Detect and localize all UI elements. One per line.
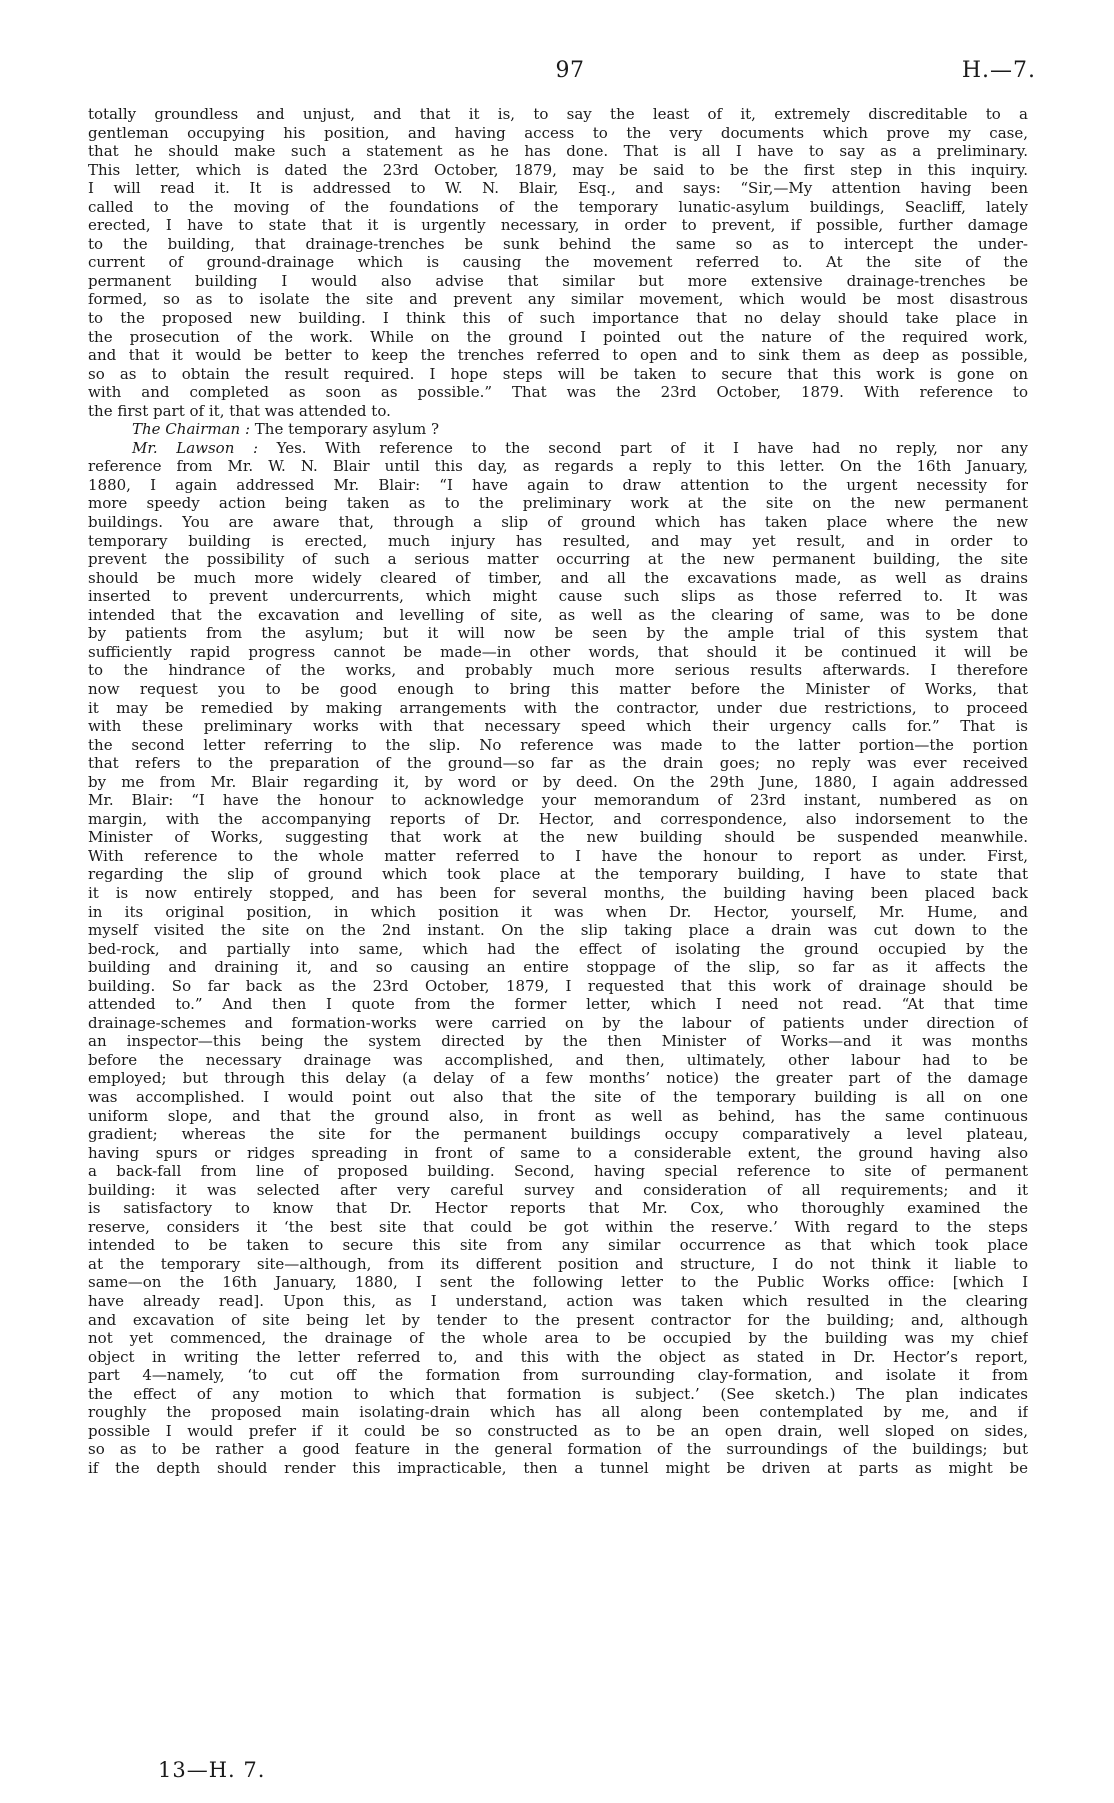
text-line: reference from Mr. W. N. Blair until this day, as regards a reply to this letter. On the 16th January, bbox=[88, 457, 1028, 476]
text-line bbox=[88, 1552, 1028, 1571]
text-line: gradient; whereas the site for the permanent buildings occupy comparatively a level plateau, bbox=[88, 1125, 1028, 1144]
text-line bbox=[88, 1700, 1028, 1719]
speech-text: The temporary asylum ? bbox=[250, 420, 439, 439]
text-line: permanent building I would also advise that similar but more extensive drainage-trenches be bbox=[88, 271, 1028, 290]
text-line: and that it would be better to keep the trenches referred to open and to sink them as deep as possible, bbox=[88, 346, 1028, 365]
text-line: it may be remedied by making arrangements with the contractor, under due restrictions, to proceed bbox=[88, 698, 1028, 717]
text-line: if the depth should render this impracticable, then a tunnel might be driven at parts as might be bbox=[88, 1458, 1028, 1477]
text-line: is satisfactory to know that Dr. Hector reports that Mr. Cox, who thoroughly examined the bbox=[88, 1199, 1028, 1218]
text-line: temporary building is erected, much injury has resulted, and may yet result, and in order to bbox=[88, 531, 1028, 550]
text-line: to the proposed new building. I think this of such importance that no delay should take place in bbox=[88, 309, 1028, 328]
text-line: object in writing the letter referred to, and this with the object as stated in Dr. Hector’s report, bbox=[88, 1347, 1028, 1366]
text-line: by me from Mr. Blair regarding it, by word or by deed. On the 29th June, 1880, I again addressed bbox=[88, 772, 1028, 791]
text-line: intended that the excavation and levelling of site, as well as the clearing of same, was to be done bbox=[88, 605, 1028, 624]
speaker-name: The Chairman : bbox=[132, 420, 251, 439]
text-line: to the hindrance of the works, and probably much more serious results afterwards. I therefore bbox=[88, 661, 1028, 680]
text-line: to the building, that drainage-trenches be sunk behind the same so as to intercept the under- bbox=[88, 234, 1028, 253]
text-line: at the temporary site—although, from its different position and structure, I do not think it liable to bbox=[88, 1254, 1028, 1273]
text-line: bed-rock, and partially into same, which had the effect of isolating the ground occupied by the bbox=[88, 939, 1028, 958]
text-line: uniform slope, and that the ground also, in front as well as behind, has the same continuous bbox=[88, 1106, 1028, 1125]
text-line: so as to be rather a good feature in the general formation of the surroundings of the buildings; but bbox=[88, 1440, 1028, 1459]
chairman-line bbox=[88, 420, 1028, 439]
text-line bbox=[88, 1515, 1028, 1534]
text-line: 1880, I again addressed Mr. Blair: “I have again to draw attention to the urgent necessity for bbox=[88, 475, 1028, 494]
text-line: now request you to be good enough to bring this matter before the Minister of Works, that bbox=[88, 679, 1028, 698]
text-line: part 4—namely, ‘to cut off the formation from surrounding clay-formation, and isolate it from bbox=[88, 1366, 1028, 1385]
text-line bbox=[88, 1533, 1028, 1552]
lawson-line bbox=[88, 439, 1028, 458]
body-text bbox=[88, 105, 1028, 1774]
text-line: an inspector—this being the system directed by the then Minister of Works—and it was months bbox=[88, 1032, 1028, 1051]
text-line: I will read it. It is addressed to W. N. Blair, Esq., and says: “Sir,—My attention having been bbox=[88, 179, 1028, 198]
text-line bbox=[88, 1719, 1028, 1738]
text-line bbox=[88, 1570, 1028, 1589]
text-line: regarding the slip of ground which took place at the temporary building, I have to state that bbox=[88, 865, 1028, 884]
text-line: by patients from the asylum; but it will now be seen by the ample trial of this system that bbox=[88, 624, 1028, 643]
text-line: prevent the possibility of such a serious matter occurring at the new permanent building, the site bbox=[88, 550, 1028, 569]
text-line: a back-fall from line of proposed building. Second, having special reference to site of permanent bbox=[88, 1162, 1028, 1181]
speaker-name: Mr. Lawson : bbox=[132, 438, 259, 457]
text-line bbox=[88, 1626, 1028, 1645]
text-line bbox=[88, 1737, 1028, 1756]
text-line bbox=[88, 1607, 1028, 1626]
text-line: have already read]. Upon this, as I understand, action was taken which resulted in the clearing bbox=[88, 1292, 1028, 1310]
text-line: Mr. Blair: “I have the honour to acknowledge your memorandum of 23rd instant, numbered as on bbox=[88, 791, 1028, 810]
text-line: totally groundless and unjust, and that it is, to say the least of it, extremely discreditable to a bbox=[88, 105, 1028, 123]
text-line: inserted to prevent undercurrents, which might cause such slips as those referred to. It was bbox=[88, 587, 1028, 606]
footer-signature-ref: 13—H. 7. bbox=[158, 1758, 266, 1782]
text-line: same—on the 16th January, 1880, I sent the following letter to the Public Works office: [which I bbox=[88, 1273, 1028, 1292]
text-line: was accomplished. I would point out also that the site of the temporary building is all on one bbox=[88, 1087, 1028, 1106]
text-line: the second letter referring to the slip. No reference was made to the latter portion—the portion bbox=[88, 735, 1028, 754]
text-line: employed; but through this delay (a delay of a few months’ notice) the greater part of the damage bbox=[88, 1069, 1028, 1088]
text-line: before the necessary drainage was accomplished, and then, ultimately, other labour had to be bbox=[88, 1050, 1028, 1069]
text-line bbox=[88, 1477, 1028, 1496]
text-line: with these preliminary works with that necessary speed which their urgency calls for.” That is bbox=[88, 717, 1028, 736]
text-line: formed, so as to isolate the site and prevent any similar movement, which would be most disastrous bbox=[88, 290, 1028, 309]
text-line: possible I would prefer if it could be so constructed as to be an open drain, well sloped on sides, bbox=[88, 1421, 1028, 1440]
text-line: the prosecution of the work. While on the ground I pointed out the nature of the required work, bbox=[88, 327, 1028, 346]
text-line: gentleman occupying his position, and having access to the very documents which prove my case, bbox=[88, 123, 1028, 142]
text-line: the effect of any motion to which that formation is subject.’ (See sketch.) The plan indicates bbox=[88, 1384, 1028, 1403]
text-line: not yet commenced, the drainage of the whole area to be occupied by the building was my chief bbox=[88, 1329, 1028, 1348]
text-line: building. So far back as the 23rd October, 1879, I requested that this work of drainage should be bbox=[88, 976, 1028, 995]
text-line: intended to be taken to secure this site from any similar occurrence as that which took place bbox=[88, 1236, 1028, 1255]
text-line: and excavation of site being let by tender to the present contractor for the building; and, although bbox=[88, 1310, 1028, 1329]
text-line: reserve, considers it ‘the best site that could be got within the reserve.’ With regard to the steps bbox=[88, 1217, 1028, 1236]
text-line: with and completed as soon as possible.” That was the 23rd October, 1879. With reference to bbox=[88, 383, 1028, 402]
text-line: drainage-schemes and formation-works were carried on by the labour of patients under direction of bbox=[88, 1013, 1028, 1032]
text-line bbox=[88, 1681, 1028, 1700]
text-line: Minister of Works, suggesting that work at the new building should be suspended meanwhile. bbox=[88, 828, 1028, 847]
text-line: more speedy action being taken as to the preliminary work at the site on the new permanent bbox=[88, 494, 1028, 513]
text-line bbox=[88, 1644, 1028, 1663]
text-line: in its original position, in which position it was when Dr. Hector, yourself, Mr. Hume, and bbox=[88, 902, 1028, 921]
document-reference: H.—7. bbox=[961, 58, 1036, 83]
speech-text: Yes. With reference to the second part of it I have had no reply, nor any bbox=[258, 438, 1028, 457]
text-line: buildings. You are aware that, through a slip of ground which has taken place where the new bbox=[88, 513, 1028, 532]
text-line: With reference to the whole matter referred to I have the honour to report as under. First, bbox=[88, 846, 1028, 865]
text-line: that refers to the preparation of the ground—so far as the drain goes; no reply was ever received bbox=[88, 754, 1028, 773]
text-line bbox=[88, 1663, 1028, 1682]
text-line: the first part of it, that was attended to. bbox=[88, 401, 391, 420]
text-line: erected, I have to state that it is urgently necessary, in order to prevent, if possible, further damage bbox=[88, 216, 1028, 235]
text-line bbox=[88, 1496, 1028, 1515]
text-line: called to the moving of the foundations of the temporary lunatic-asylum buildings, Seacliff, lately bbox=[88, 197, 1028, 216]
text-line: sufficiently rapid progress cannot be made—in other words, that should it be continued it will be bbox=[88, 642, 1028, 661]
text-line: building and draining it, and so causing an entire stoppage of the slip, so far as it affects the bbox=[88, 958, 1028, 977]
text-line: margin, with the accompanying reports of Dr. Hector, and correspondence, also indorsement to the bbox=[88, 809, 1028, 828]
text-line: attended to.” And then I quote from the former letter, which I need not read. “At that time bbox=[88, 995, 1028, 1014]
text-line: having spurs or ridges spreading in front of same to a considerable extent, the ground having also bbox=[88, 1143, 1028, 1162]
text-line: roughly the proposed main isolating-drain which has all along been contemplated by me, and if bbox=[88, 1403, 1028, 1422]
text-line: that he should make such a statement as he has done. That is all I have to say as a preliminary. bbox=[88, 142, 1028, 161]
text-line: so as to obtain the result required. I hope steps will be taken to secure that this work is gone on bbox=[88, 364, 1028, 383]
text-line: should be much more widely cleared of timber, and all the excavations made, as well as drains bbox=[88, 568, 1028, 587]
page-number: 97 bbox=[555, 58, 585, 83]
text-line: building: it was selected after very careful survey and consideration of all requirements; and it bbox=[88, 1180, 1028, 1199]
text-line: This letter, which is dated the 23rd October, 1879, may be said to be the first step in this inquiry. bbox=[88, 160, 1028, 179]
text-line: it is now entirely stopped, and has been for several months, the building having been placed back bbox=[88, 883, 1028, 902]
text-line: current of ground-drainage which is causing the movement referred to. At the site of the bbox=[88, 253, 1028, 272]
text-line bbox=[88, 1589, 1028, 1608]
text-line: myself visited the site on the 2nd instant. On the slip taking place a drain was cut down to the bbox=[88, 921, 1028, 940]
